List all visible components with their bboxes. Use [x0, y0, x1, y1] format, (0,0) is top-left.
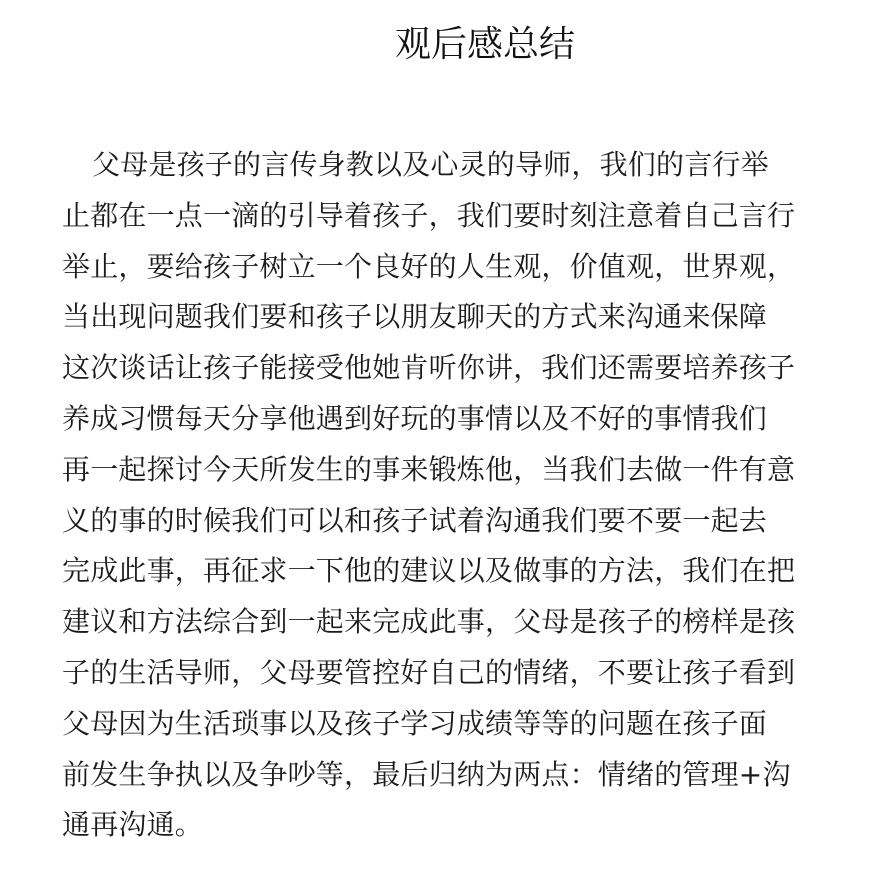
paragraph-line: 建议和方法综合到一起来完成此事，父母是孩子的榜样是孩	[62, 605, 796, 639]
paragraph-line: 子的生活导师，父母要管控好自己的情绪，不要让孩子看到	[62, 655, 796, 689]
paragraph-line: 止都在一点一滴的引导着孩子，我们要时刻注意着自己言行	[62, 198, 796, 232]
paragraph-line: 完成此事，再征求一下他的建议以及做事的方法，我们在把	[62, 554, 796, 588]
paragraph-line: 通再沟通。	[62, 808, 204, 842]
paragraph-line: 养成习惯每天分享他遇到好玩的事情以及不好的事情我们	[62, 401, 768, 435]
paragraph-line: 前发生争执以及争吵等，最后归纳为两点：情绪的管理+沟	[62, 757, 791, 791]
document-body	[62, 140, 852, 851]
paragraph-line: 举止，要给孩子树立一个良好的人生观，价值观，世界观，	[62, 249, 796, 283]
paragraph-line: 义的事的时候我们可以和孩子试着沟通我们要不要一起去	[62, 503, 768, 537]
paragraph-line: 父母是孩子的言传身教以及心灵的导师，我们的言行举	[92, 148, 769, 181]
paragraph-line: 父母因为生活琐事以及孩子学习成绩等等的问题在孩子面	[62, 706, 768, 740]
document-title: 观后感总结	[394, 24, 575, 65]
paragraph-line: 再一起探讨今天所发生的事来锻炼他，当我们去做一件有意	[62, 452, 796, 486]
paragraph-line: 当出现问题我们要和孩子以朋友聊天的方式来沟通来保障	[62, 300, 768, 334]
paragraph-line: 这次谈话让孩子能接受他她肯听你讲，我们还需要培养孩子	[62, 351, 796, 385]
